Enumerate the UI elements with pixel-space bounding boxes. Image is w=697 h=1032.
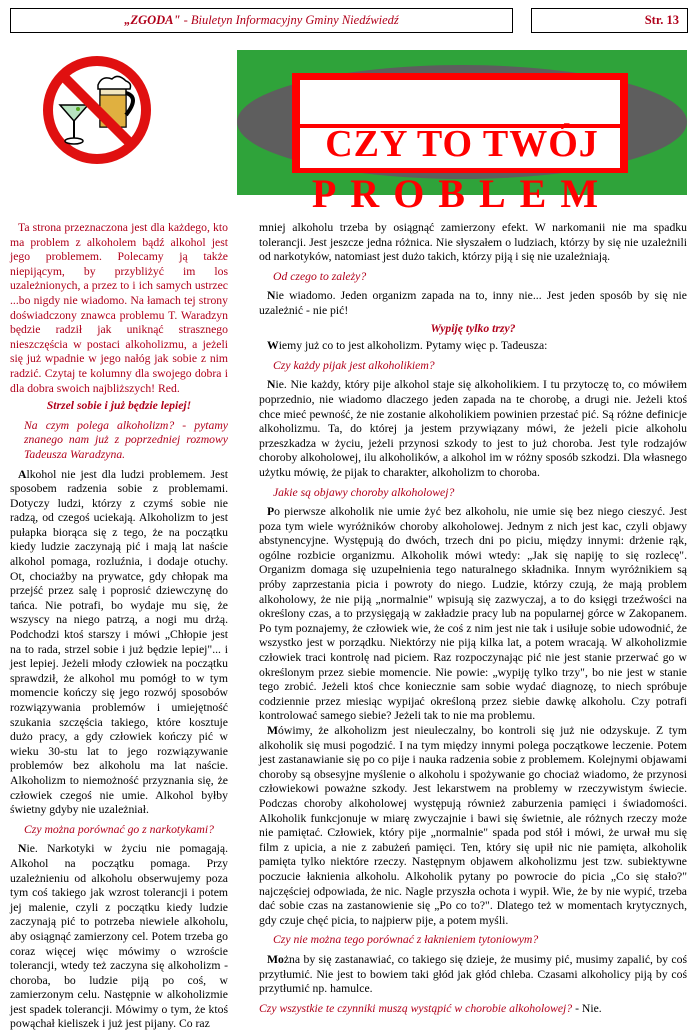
drop-letter: M — [267, 724, 279, 737]
drop-letter: P — [267, 505, 275, 519]
answer-paragraph — [259, 289, 687, 318]
section-heading: Wypiję tylko trzy? — [430, 321, 516, 335]
banner-line-1: CZY TO TWÓJ — [325, 123, 599, 165]
answer-paragraph — [259, 505, 687, 724]
answer-paragraph — [10, 842, 228, 1032]
interview-question: Od czego to zależy? — [273, 269, 367, 283]
header-title-bold: „ZGODA" — [124, 13, 181, 27]
drop-letter: N — [267, 289, 276, 303]
interview-question: Na czym polega alkoholizm? - pytamy znanego nam już z poprzedniej rozmowy Tadeusza Waradzyna. — [24, 418, 228, 461]
answer-paragraph — [259, 378, 687, 480]
header-title-rest: - Biuletyn Informacyjny Gminy Niedźwiedź — [180, 13, 399, 27]
page-number-box — [531, 8, 688, 33]
answer-paragraph — [10, 468, 228, 818]
interview-question: Czy każdy pijak jest alkoholikiem? — [273, 358, 435, 372]
answer-paragraph — [259, 339, 687, 354]
final-answer: - Nie. — [572, 1001, 602, 1015]
drop-letter: N — [18, 842, 27, 856]
answer-text: ie wiadomo. Jeden organizm zapada na to, inny nie... Jest jeden sposób by się nie uzależnić - nie pić! — [259, 289, 687, 317]
drop-letter: Mo — [267, 952, 284, 966]
drop-letter: A — [18, 467, 27, 481]
final-question — [259, 1002, 687, 1017]
continued-paragraph: mniej alkoholu trzeba by osiągnąć zamierzony efekt. W narkomanii nie ma spadku tolerancji. Jest jeszcze jedna różnica. Nie słyszałem o ludziach, którzy by się nie uzależnili od narkotyków, natomiast jest dużo takich, którzy piją i się nie uzależniają. — [259, 221, 687, 264]
answer-text: iemy już co to jest alkoholizm. Pytamy więc p. Tadeusza: — [278, 339, 548, 353]
title-banner — [237, 50, 687, 216]
intro-paragraph: Ta strona przeznaczona jest dla każdego, kto ma problem z alkoholem bądź alkohol jest jego problemem. Polecamy ją także niepijącym, by przybliżyć im los uzależnionych, a przez to i ich samych ustrzec ...bo nigdy nie wiadomo. Na łamach tej strony doświadczony znawca problemu T. Waradzyn będzie radził jak uniknąć strasznego nieszczęścia w postaci alkoholizmu, a jeżeli się już wpadnie w jego nałóg jak sobie z nim radzić. Czytaj te kolumny dla swojego dobra i dla dobra swoich najbliższych! Red. — [10, 221, 228, 395]
section-heading: Strzel sobie i już będzie lepiej! — [46, 399, 192, 413]
no-alcohol-icon — [42, 55, 152, 165]
answer-text: o pierwsze alkoholik nie umie żyć bez alkoholu, nie umie się bez niego cieszyć. Jest poza tym wiele wyróżników choroby alkoholowej. Jednym z nich jest kac, czyli objawy abstynencyjne. Występują do dwóch, trzech dni po piciu, między innymi: drżenie rąk, ogólne rozbicie organizmu. Alkoholik mówi wtedy: „Jak się napiję to się rozlecę". Organizm domaga się uzupełnienia tego naturalnego składnika. Innym wyróżnikiem są próby zaprzestania picia i powroty do niego. Ludzie, którzy czują, że mają problem alkoholowy, że nie piją „normalnie" wpisują się zazwyczaj, a to do księgi trzeźwości na określony czas, a to przysięgają w zakładzie pracy lub na popularnej górce w Zakopanem. Po tym poznajemy, że człowiek wie, że coś z nim jest nie tak i usiłuje sobie udowodnić, że wszystko jest w porządku. Niektórzy nie piją kilka lat, a potem wracają. W alkoholizmie człowiek traci kontrolę nad piciem. Raz rozpoczynając pić nie jest stanie przerwać go w określonym przez siebie momencie. Nie powie: „wypiję tylko trzy", bo nie jest w stanie tego zrobić. Jeżeli ktoś chce koniecznie sam sobie wydać diagnozę, to niech spróbuje codziennie przez miesiąc wypijać określoną przez siebie dawkę alkoholu. Czy potrafi kontrolować samego siebie? Jeżeli tak to nie ma problemu. — [259, 505, 687, 723]
banner-line-2: PROBLEM — [311, 171, 613, 216]
interview-question: Czy nie można tego porównać z łaknieniem tytoniowym? — [273, 933, 539, 947]
interview-question: Jakie są objawy choroby alkoholowej? — [273, 485, 455, 499]
answer-paragraph — [259, 953, 687, 997]
answer-text: ie. Narkotyki w życiu nie pomagają. Alkohol na początku pomaga. Przy uzależnieniu od alkoholu obserwujemy poza tym coś takiego jak wzrost tolerancji i potem jej malenie, czyli z początku kiedy ludzie zaczynają pić to potrzeba niewiele alkoholu, aby osiągnąć zamierzony cel. Potem trzeba go coraz więcej więc mówimy o wzroście tolerancji, wtedy też zaczyna się alkoholizm - choroba, bo ludzie piją po coś, w zamierzonym celu. Następnie w alkoholizmie jest spadek tolerancji. Mówimy o tym, że ktoś powąchał kieliszek i już jest pijany. Co raz — [10, 842, 228, 1031]
answer-paragraph — [259, 724, 687, 928]
drop-letter: N — [267, 378, 276, 392]
question-text: Czy wszystkie te czynniki muszą wystąpić w chorobie alkoholowej? — [259, 1001, 573, 1015]
page-number: Str. 13 — [644, 13, 679, 27]
right-column — [259, 221, 687, 1021]
answer-text: żna by się zastanawiać, co takiego się dzieje, że musimy pić, musimy zapalić, by coś przytłumić. Nie jest to bowiem taki głód jak głód chleba. Czasami alkoholicy piją by coś przytłumić np. hamulce. — [259, 952, 687, 996]
answer-text: ówimy, że alkoholizm jest nieuleczalny, bo kontroli się już nie odzyskuje. Z tym alkoholik się musi pogodzić. I na tym między innymi polega początkowe leczenie. Potem jest zastanawianie się po co pije i nauka radzenia sobie z problemem. Kolejnymi objawami choroby są obsesyjne myślenie o alkoholu i spożywanie go chociaż wiadomo, że przynosi człowiekowi poważne szkody. Jest lekarstwem na problemy w rzeczywistym świecie. Podczas choroby alkoholowej występują również zaburzenia pamięci i świadomości. Alkoholik funkcjonuje w miarę zwyczajnie i bawi się świetnie, ale różnych rzeczy może nie pamiętać. Człowiek, który pije „normalnie" spada pod stół i mówi, że urwał mu się film z upicia, a nie z zabużeń pamięci. Ten, który się upił nic nie pamięta, alkoholik pamięta tylko niektóre rzeczy. Następnym objawem alkoholizmu jest tzw. subiektywne poczucie łaknienia alkoholu. Alkoholik pytany po powrocie do picia „Co się stało?" najczęściej odpowiada, że nic. Nagle przyszła ochota i wypił. Wie, że by nie wypić, trzeba dać sobie czas na zastanowienie się „Po co to?". Dlatego też w momentach krytycznych, gdy czuje chęć picia, to najpierw pije, a potem myśli. — [259, 724, 687, 927]
interview-question: Czy można porównać go z narkotykami? — [24, 822, 214, 836]
answer-text: lkohol nie jest dla ludzi problemem. Jest sposobem radzenia sobie z problemami. Dotyczy ludzi, którzy z czymś sobie nie radzą, od czegoś uciekają. Alkoholizm to jest pułapka biorąca się z tego, że na początku kiedy ludzie zaczynają pić i mają lat naście alkohol pomaga, rozluźnia, i dodaje otuchy. Ot, chociażby na prywatce, gdy chłopak ma przejść przez salę i poprosić dziewczynę do tańca. Nie potrafi, bo wydaje mu się, że wszyscy na niego patrzą, a nogi mu drżą. Podchodzi ktoś starszy i mówi „Chłopie jest na to rada, strzel sobie i już będzie lepiej"... i jest lepiej. Jeżeli młody człowiek na początku sprawdził, że alkohol mu pomógł to w tym momencie kończy się jego rozwój sposobów rozwiązywania problemów i umiejętność szukania szczęścia takiego, które kosztuje dużo pracy, a gdy człowiek kończy pić w wieku 30-stu lat to jego rozwiązywanie problemów bez alkoholu ma lat naście. Alkoholizm to niemożność przyznania się, że człowiek czegoś nie umie. Alkohol byłby świetny gdyby nie uzależniał. — [10, 467, 228, 817]
page-header-title — [10, 8, 513, 33]
answer-text: ie. Nie każdy, który pije alkohol staje się alkoholikiem. I tu przytoczę to, co mówiłem poprzednio, nie wiadomo dlaczego jeden zapada na te chorobę, a drugi nie. Jeżeli ktoś chce mieć pewność, że nie zostanie alkoholikiem powinien przestać pić. Są różne definicje alkoholizmu. Ta, do której ja jestem przywiązany mówi, że jeżeli picie alkoholu przeszkadza w życiu, jeżeli przynosi szkody to jest to już choroba. Jest tyle rodzajów choroby alkoholowej, ilu alkoholików, a alkohol im w różny sposób szkodzi. Dla własnego użytku mówię, że pijak to charakter, alkoholizm to choroba. — [259, 378, 687, 479]
drop-letter: W — [267, 339, 279, 353]
left-column — [10, 221, 228, 1032]
